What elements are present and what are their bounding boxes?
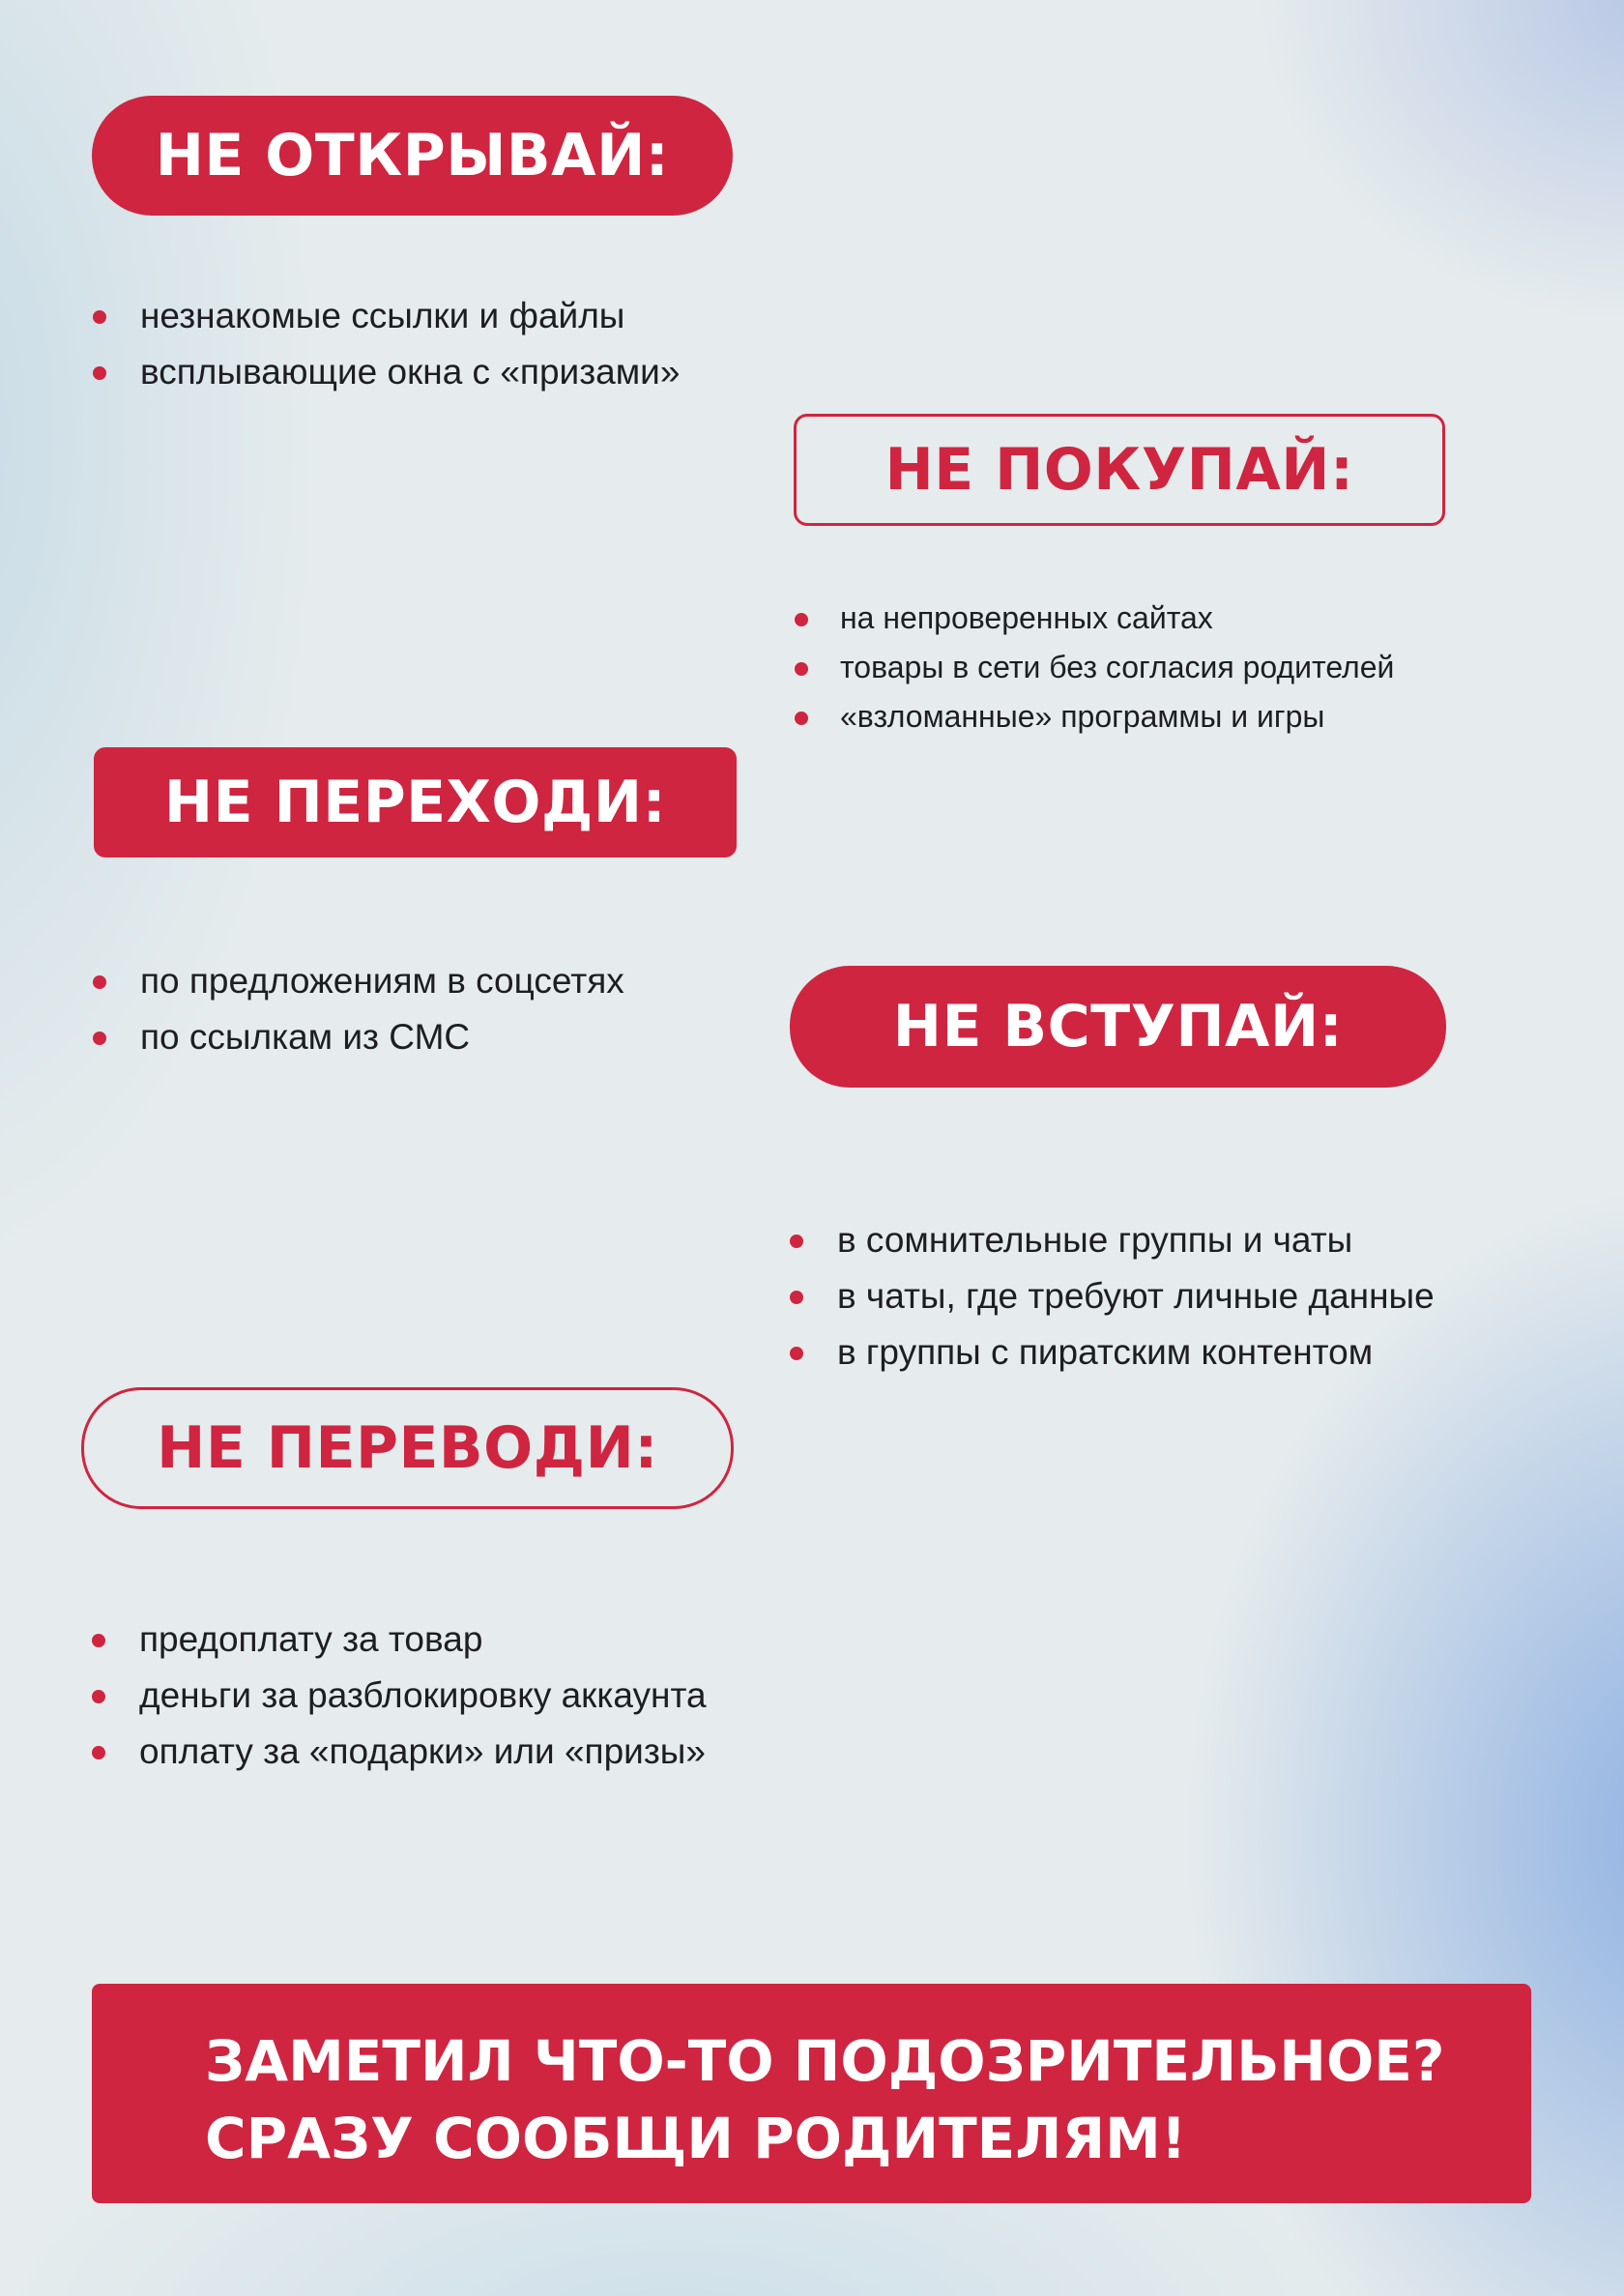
list-item: деньги за разблокировку аккаунта	[92, 1668, 707, 1724]
heading-ne-pokupai: НЕ ПОКУПАЙ:	[794, 414, 1445, 526]
cta-banner	[92, 1984, 1531, 2203]
list-item: оплату за «подарки» или «призы»	[92, 1724, 707, 1780]
list-item: предоплату за товар	[92, 1612, 707, 1668]
list-item: на непроверенных сайтах	[795, 594, 1394, 643]
cta-line-1: ЗАМЕТИЛ ЧТО-ТО ПОДОЗРИТЕЛЬНОЕ?	[205, 2028, 1445, 2094]
list-item: по предложениям в соцсетях	[93, 953, 624, 1009]
list-ne-pokupai	[795, 594, 1394, 741]
list-item: всплывающие окна с «призами»	[93, 344, 680, 400]
cta-line-2: СРАЗУ СООБЩИ РОДИТЕЛЯМ!	[205, 2106, 1187, 2171]
list-ne-vstupai	[790, 1212, 1435, 1381]
list-item: по ссылкам из СМС	[93, 1009, 624, 1065]
list-item: в сомнительные группы и чаты	[790, 1212, 1435, 1268]
list-item: в группы с пиратским контентом	[790, 1324, 1435, 1381]
list-item: товары в сети без согласия родителей	[795, 643, 1394, 692]
heading-ne-perekhodi: НЕ ПЕРЕХОДИ:	[94, 747, 737, 857]
list-item: «взломанные» программы и игры	[795, 692, 1394, 741]
list-ne-perevodi	[92, 1612, 707, 1780]
heading-ne-otkryvai: НЕ ОТКРЫВАЙ:	[92, 96, 733, 216]
heading-ne-perevodi: НЕ ПЕРЕВОДИ:	[81, 1387, 734, 1509]
list-item: незнакомые ссылки и файлы	[93, 288, 680, 344]
heading-ne-vstupai: НЕ ВСТУПАЙ:	[790, 966, 1446, 1088]
list-ne-perekhodi	[93, 953, 624, 1065]
list-item: в чаты, где требуют личные данные	[790, 1268, 1435, 1324]
list-ne-otkryvai	[93, 288, 680, 400]
